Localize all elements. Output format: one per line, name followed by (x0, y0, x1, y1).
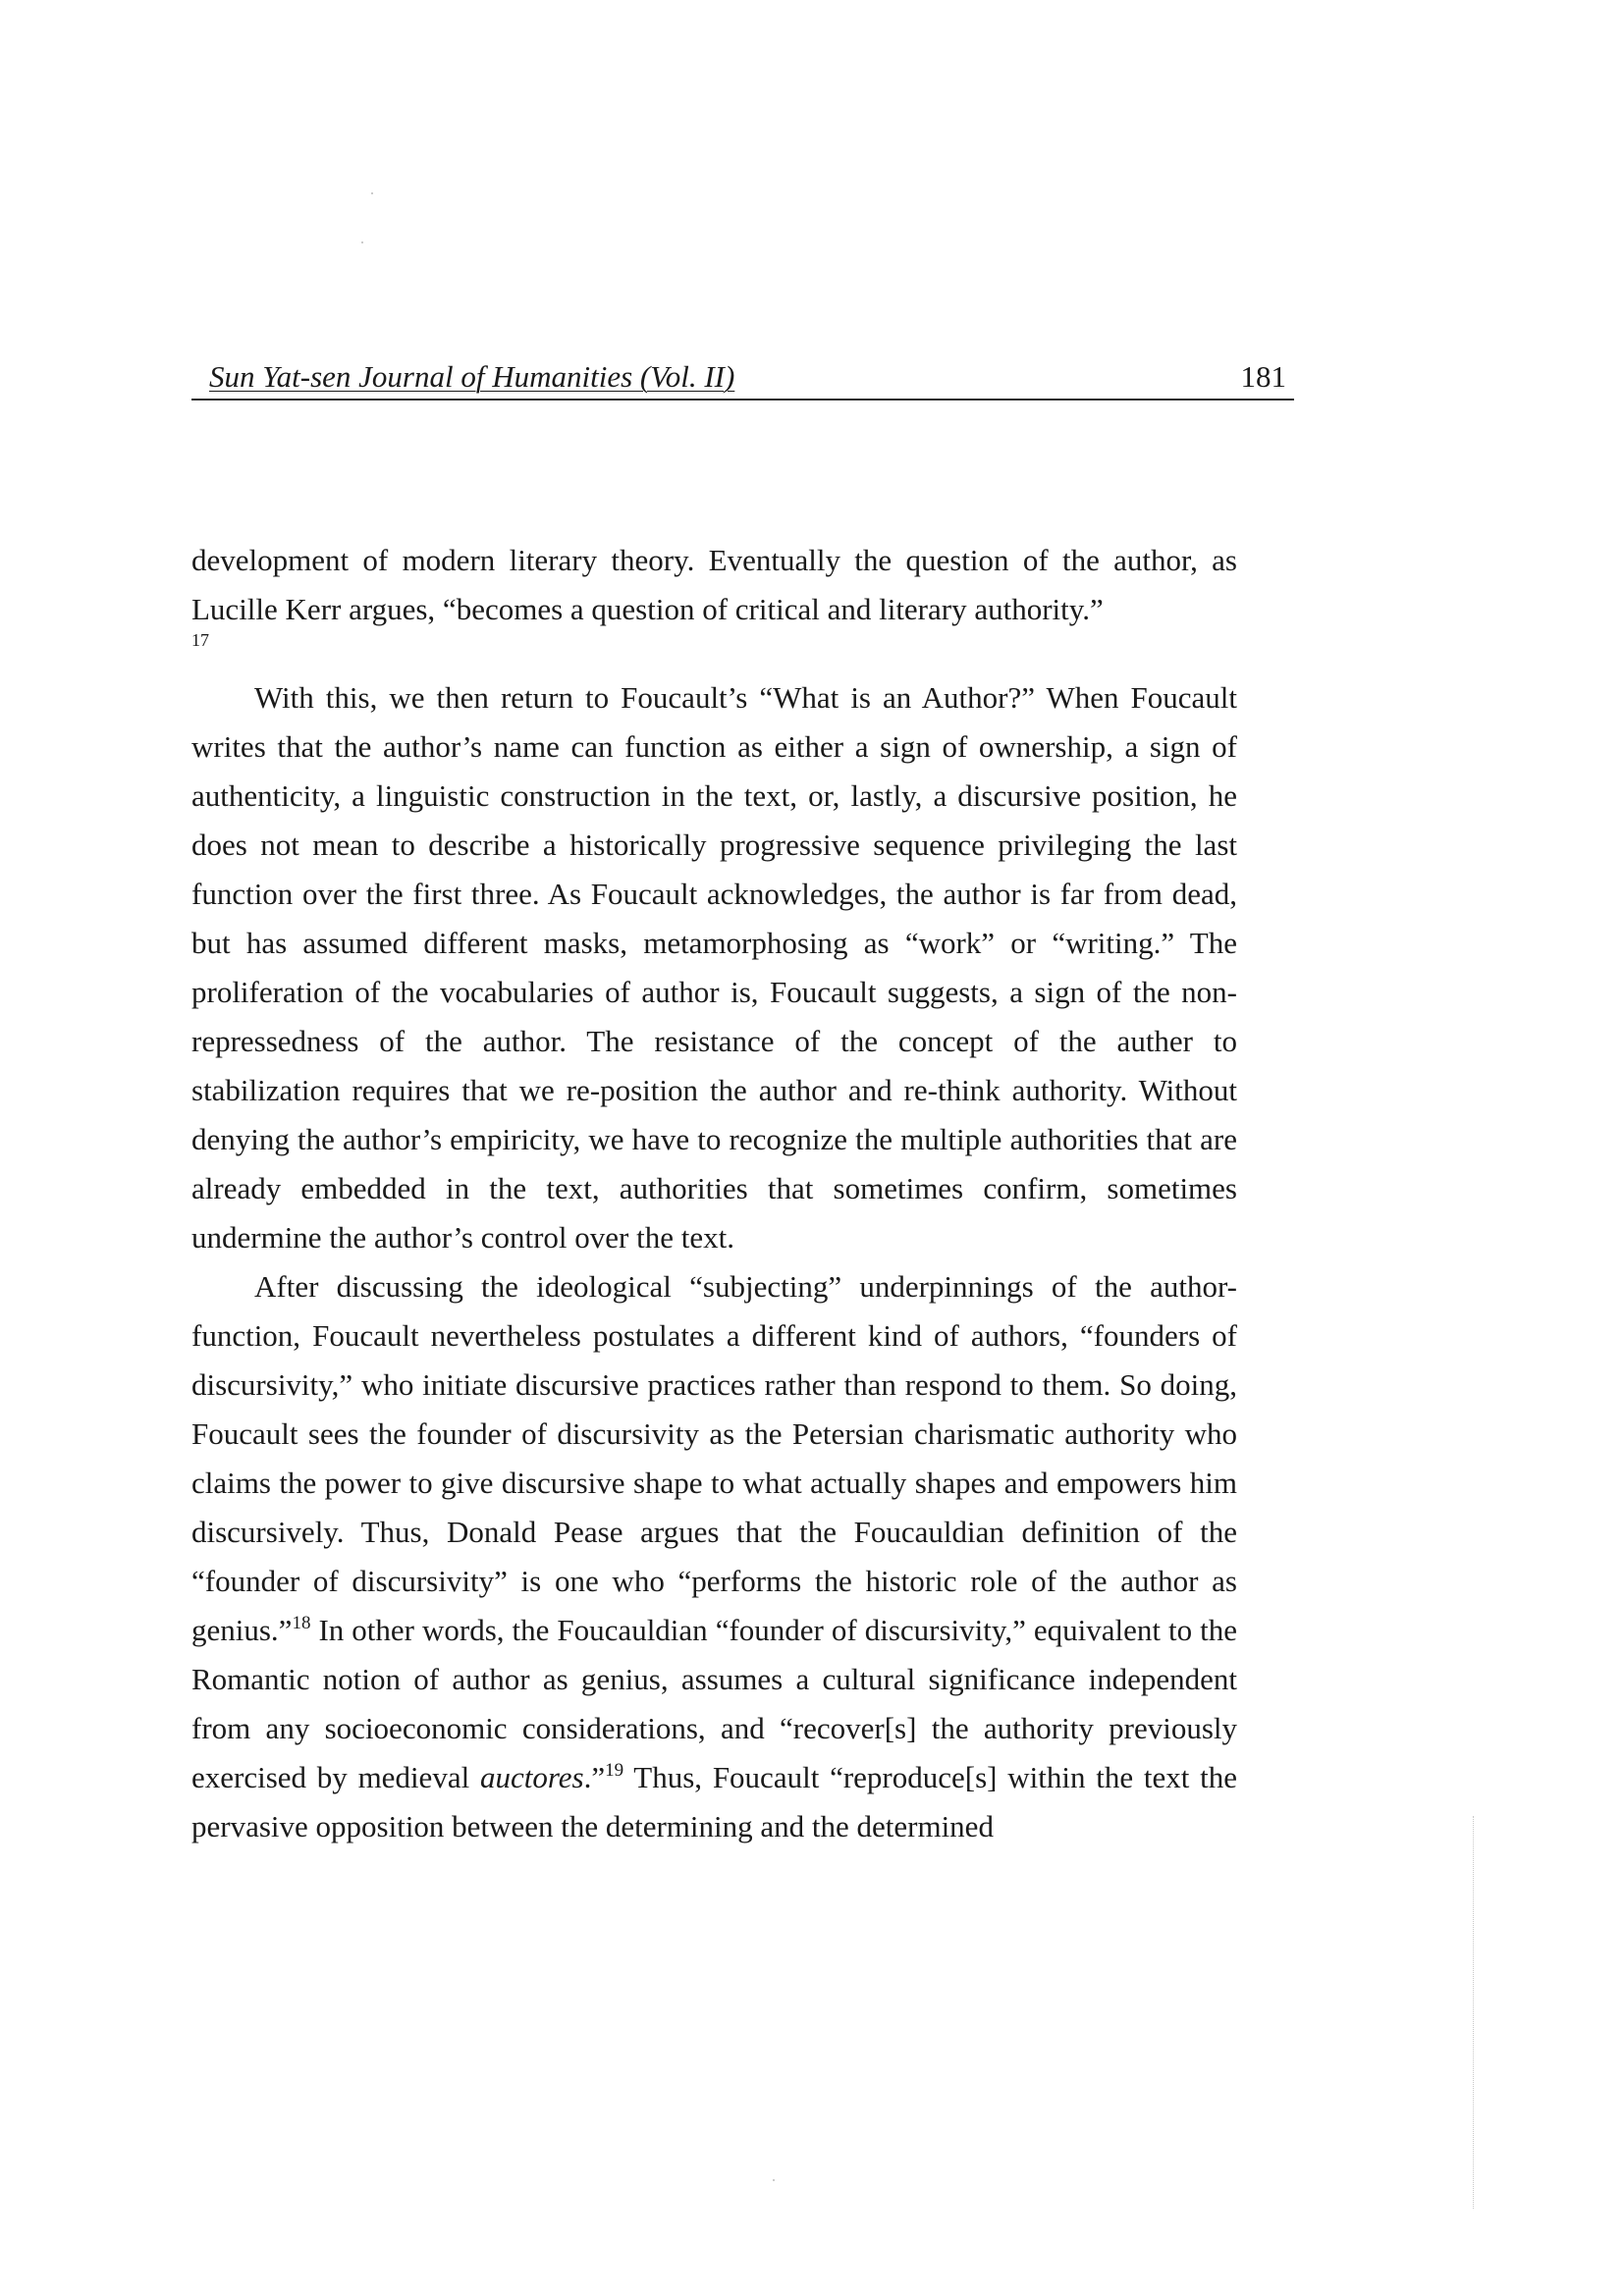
journal-title: Sun Yat-sen Journal of Humanities (Vol. II) (209, 359, 735, 394)
paragraph-3-text-part-3: .” (583, 1760, 606, 1794)
running-header (191, 353, 1294, 400)
paragraph-1 (191, 536, 1237, 634)
paragraph-3-text-part-1: After discussing the ideological “subjecting” underpinnings of the author-function, Foucault nevertheless postulates a different kind of authors, “founders of discursivity,” who initiate discursive practices rather than respond to them. So doing, Foucault sees the founder of discursivity as the Petersian charismatic authority who claims the power to give discursive shape to what actually shapes and empowers him discursively. Thus, Donald Pease argues that the Foucauldian definition of the “founder of discursivity” is one who “performs the historic role of the author as genius.” (191, 1269, 1237, 1647)
paragraph-1-text: development of modern literary theory. Eventually the question of the author, as Lucille Kerr argues, “becomes a question of critical and literary authority.” (191, 543, 1237, 626)
paragraph-2-text: With this, we then return to Foucault’s “What is an Author?” When Foucault writes that the author’s name can function as either a sign of ownership, a sign of authenticity, a linguistic construction in the text, or, lastly, a discursive position, he does not mean to describe a historically progressive sequence privileging the last function over the first three. As Foucault acknowledges, the author is far from dead, but has assumed different masks, metamorphosing as “work” or “writing.” The proliferation of the vocabularies of author is, Foucault suggests, a sign of the non-repressedness of the author. The resistance of the concept of the auther to stabilization requires that we re-position the author and re-think authority. Without denying the author’s empiricity, we have to recognize the multiple authorities that are already embedded in the text, authorities that sometimes confirm, sometimes undermine the author’s control over the text. (191, 680, 1237, 1255)
scan-speck (361, 241, 363, 243)
scan-speck (371, 192, 373, 194)
paragraph-3-text-part-2: In other words, the Foucauldian “founder of discursivity,” equivalent to the Romantic notion of author as genius, assumes a cultural significance independent from any socioeconomic considerations, and “recover[s] the authority previously exercised by medieval (191, 1613, 1237, 1794)
scan-speck (773, 2179, 775, 2181)
paragraph-2 (191, 673, 1237, 1262)
paragraph-3 (191, 1262, 1237, 1851)
scan-margin-mark (1473, 1816, 1475, 2209)
italic-term: auctores (479, 1760, 584, 1794)
body-text (191, 536, 1237, 1851)
paragraph-3-text-part-4: Thus, Foucault “reproduce[s] within the text the pervasive opposition between the determining and the determined (191, 1760, 1237, 1843)
page-number: 181 (1240, 359, 1286, 394)
footnote-marker-17: 17 (191, 630, 209, 650)
footnote-marker-18: 18 (292, 1613, 311, 1633)
footnote-marker-19: 19 (605, 1760, 624, 1781)
